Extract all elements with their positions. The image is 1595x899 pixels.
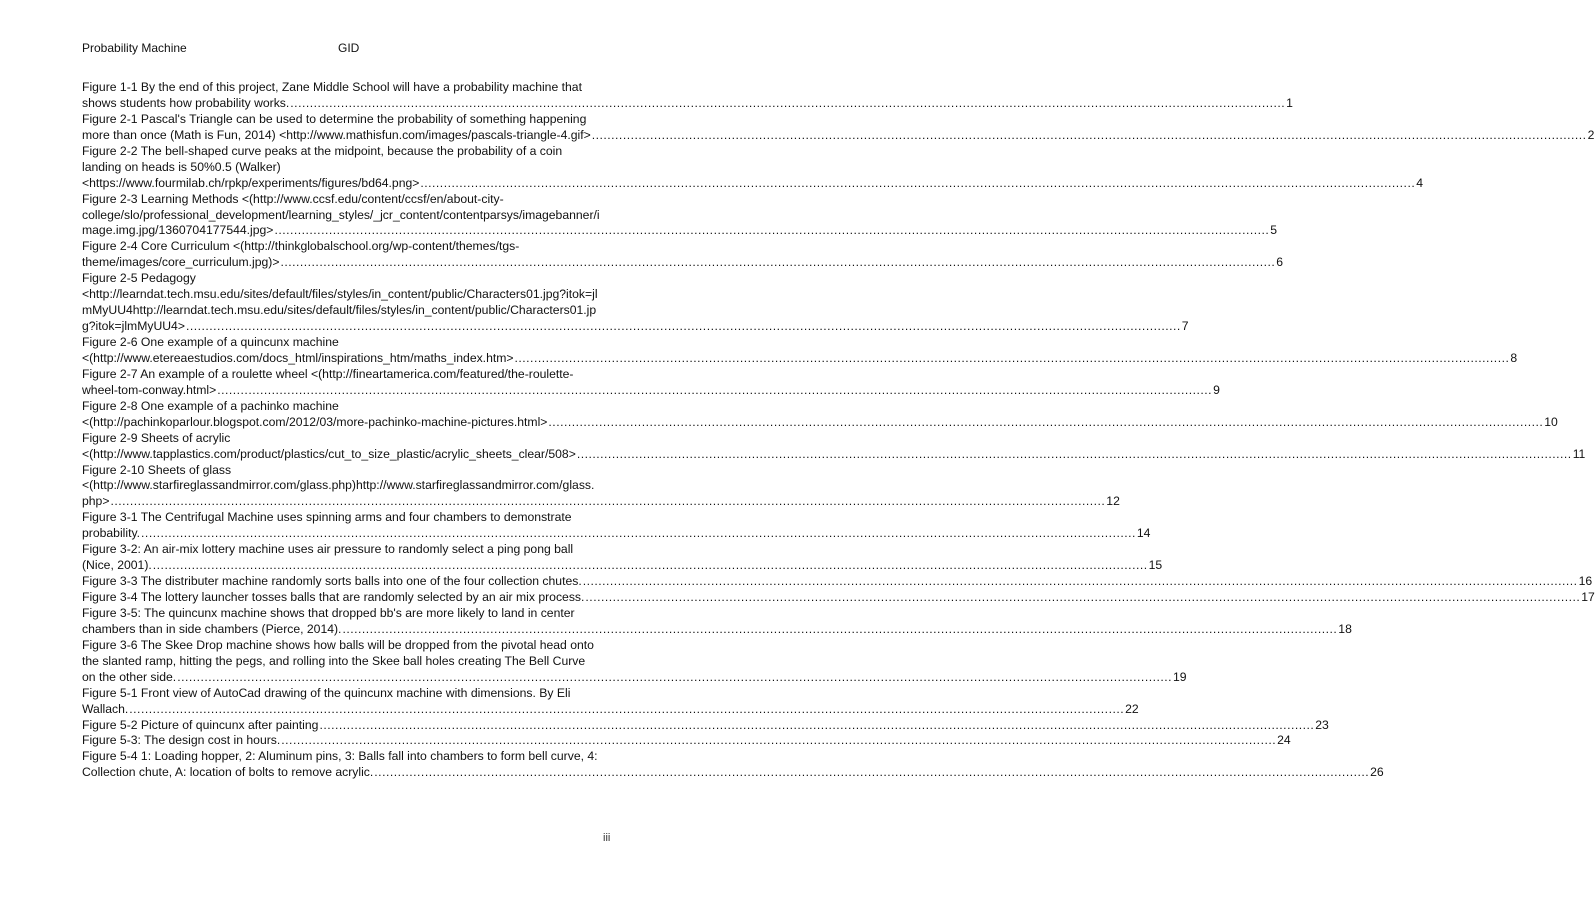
toc-entry-page-number: 16: [1578, 574, 1593, 589]
toc-entry[interactable]: [82, 590, 1595, 606]
dot-leader: [420, 176, 1415, 192]
toc-entry-last-line: [82, 526, 1151, 542]
toc-entry[interactable]: [82, 366, 1220, 399]
toc-entry[interactable]: [82, 717, 1329, 734]
page-number: iii: [603, 832, 611, 844]
toc-entry-text: <(http://www.tapplastics.com/product/plastics/cut_to_size_plastic/acrylic_sheets_clear/508>: [82, 446, 576, 461]
toc-entry-last-line: [82, 733, 1291, 749]
toc-entry-page-number: 5: [1270, 223, 1278, 238]
header-team: GID: [338, 41, 360, 55]
toc-entry-page-number: 14: [1136, 526, 1151, 541]
toc-entry-last-line: [82, 175, 1423, 192]
toc-entry-page-number: 23: [1315, 717, 1329, 732]
toc-entry-page-number: 22: [1125, 701, 1139, 716]
toc-entry[interactable]: [82, 111, 1595, 144]
toc-entry-last-line: [82, 574, 1593, 590]
dot-leader: [592, 128, 1587, 144]
toc-entry-text: Figure 5-2 Picture of quincunx after painting: [82, 717, 319, 732]
toc-entry-line: landing on heads is 50%0.5 (Walker): [82, 159, 281, 174]
toc-entry-page-number: 26: [1370, 765, 1384, 780]
toc-entry-page-number: 6: [1276, 255, 1284, 270]
toc-entry-last-line: [82, 446, 1586, 463]
toc-entry-page-number: 24: [1277, 733, 1291, 748]
dot-leader: [342, 622, 1337, 638]
toc-entry-last-line: [82, 127, 1595, 144]
dot-leader: [141, 526, 1136, 542]
toc-entry-line: the slanted ramp, hitting the pegs, and rolling into the Skee ball holes creating The Bell Curve: [82, 653, 586, 668]
toc-entry-page-number: 2: [1587, 127, 1595, 142]
toc-entry-line: Figure 2-6 One example of a quincunx machine: [82, 335, 339, 349]
toc-entry-last-line: [82, 223, 1278, 239]
dot-leader: [548, 415, 1543, 431]
toc-entry-last-line: [82, 621, 1352, 638]
toc-entry-text: <(http://www.etereaestudios.com/docs_html/inspirations_htm/maths_index.htm>: [82, 350, 514, 365]
toc-entry-line: Figure 2-4 Core Curriculum <(http://thinkglobalschool.org/wp-content/themes/tgs-: [82, 239, 520, 254]
toc-entry[interactable]: [82, 685, 1139, 718]
toc-entry-page-number: 10: [1544, 414, 1558, 429]
toc-entry-last-line: [82, 319, 1189, 335]
toc-entry-text: Wallach.: [82, 701, 129, 716]
dot-leader: [515, 351, 1510, 367]
toc-entry[interactable]: [82, 510, 1151, 542]
toc-entry[interactable]: [82, 398, 1558, 431]
dot-leader: [374, 765, 1369, 781]
toc-entry-text: on the other side.: [82, 669, 177, 684]
dot-leader: [280, 255, 1275, 271]
toc-entry-last-line: [82, 765, 1384, 781]
toc-entry-line: Figure 1-1 By the end of this project, Zane Middle School will have a probability machine that: [82, 80, 582, 94]
toc-entry-last-line: [82, 350, 1518, 367]
toc-entry-text: php>: [82, 494, 110, 509]
toc-entry[interactable]: [82, 191, 1278, 240]
toc-entry[interactable]: [82, 239, 1284, 271]
toc-entry-text: <(http://pachinkoparlour.blogspot.com/2012/03/more-pachinko-machine-pictures.html>: [82, 414, 548, 429]
toc-entry-line: Figure 3-1 The Centrifugal Machine uses spinning arms and four chambers to demonstrate: [82, 510, 572, 525]
toc-entry-text: (Nice, 2001).: [82, 558, 152, 573]
dot-leader: [153, 558, 1148, 574]
toc-entry-page-number: 12: [1106, 494, 1120, 509]
dot-leader: [217, 383, 1212, 399]
toc-entry-page-number: 17: [1581, 590, 1595, 604]
toc-entry-page-number: 11: [1572, 446, 1586, 461]
toc-entry-line: Figure 2-8 One example of a pachinko machine: [82, 398, 339, 413]
toc-entry-line: Figure 5-1 Front view of AutoCad drawing of the quincunx machine with dimensions. By Eli: [82, 685, 571, 700]
toc-entry-last-line: [82, 558, 1163, 574]
toc-entry-line: Figure 3-2: An air-mix lottery machine uses air pressure to randomly select a ping pong ball: [82, 542, 574, 557]
dot-leader: [129, 702, 1124, 718]
toc-entry-page-number: 7: [1181, 319, 1189, 334]
toc-entry-text: shows students how probability works.: [82, 95, 290, 110]
toc-entry[interactable]: [82, 335, 1518, 367]
toc-entry-line: Figure 3-6 The Skee Drop machine shows how balls will be dropped from the pivotal head onto: [82, 637, 594, 652]
toc-entry-page-number: 18: [1338, 621, 1352, 636]
dot-leader: [177, 670, 1172, 686]
toc-entry[interactable]: [82, 80, 1293, 112]
toc-entry-line: Figure 3-5: The quincunx machine shows that dropped bb's are more likely to land in center: [82, 605, 575, 620]
toc-entry-text: Figure 5-3: The design cost in hours.: [82, 733, 281, 748]
toc-entry-text: g?itok=jlmMyUU4>: [82, 319, 185, 334]
dot-leader: [583, 574, 1578, 590]
toc-entry-text: wheel-tom-conway.html>: [82, 382, 217, 397]
toc-entry-line: Figure 2-9 Sheets of acrylic: [82, 430, 231, 445]
toc-entry-line: college/slo/professional_development/learning_styles/_jcr_content/contentparsys/imagebanner/i: [82, 207, 600, 222]
toc-entry-text: Figure 3-4 The lottery launcher tosses balls that are randomly selected by an air mix process.: [82, 590, 585, 604]
toc-entry[interactable]: [82, 733, 1291, 749]
toc-entry-last-line: [82, 255, 1284, 271]
toc-entry[interactable]: [82, 542, 1163, 574]
toc-entry-text: Collection chute, A: location of bolts to remove acrylic.: [82, 765, 374, 780]
toc-entry-page-number: 8: [1510, 350, 1518, 365]
toc-entry-page-number: 4: [1416, 175, 1423, 190]
toc-entry-last-line: [82, 382, 1220, 399]
toc-entry[interactable]: [82, 574, 1593, 590]
toc-entry-last-line: [82, 669, 1187, 686]
toc-entry-text: chambers than in side chambers (Pierce, 2014).: [82, 621, 342, 636]
toc-entry[interactable]: [82, 605, 1352, 638]
toc-entry-page-number: 19: [1173, 669, 1187, 684]
toc-entry-last-line: [82, 590, 1595, 606]
toc-entry[interactable]: [82, 462, 1120, 511]
toc-entry-last-line: [82, 701, 1139, 718]
toc-entry-line: Figure 2-10 Sheets of glass: [82, 462, 232, 477]
dot-leader: [281, 733, 1276, 749]
toc-entry-line: Figure 2-3 Learning Methods <(http://www.ccsf.edu/content/ccsf/en/about-city-: [82, 191, 504, 206]
toc-entry-text: theme/images/core_curriculum.jpg)>: [82, 255, 280, 270]
dot-leader: [577, 447, 1572, 463]
toc-entry-line: <(http://www.starfireglassandmirror.com/glass.php)http://www.starfireglassandmirror.com/glass.: [82, 478, 595, 493]
dot-leader: [186, 319, 1181, 335]
toc-entry[interactable]: [82, 430, 1586, 463]
toc-entry-line: <http://learndat.tech.msu.edu/sites/default/files/styles/in_content/public/Characters01.jpg?itok=jl: [82, 287, 598, 302]
toc-entry-line: Figure 2-5 Pedagogy: [82, 271, 196, 286]
toc-entry-text: <https://www.fourmilab.ch/rpkp/experiments/figures/bd64.png>: [82, 175, 420, 190]
toc-entry-last-line: [82, 494, 1120, 510]
toc-entry-line: Figure 5-4 1: Loading hopper, 2: Aluminum pins, 3: Balls fall into chambers to form bell curve, 4:: [82, 749, 598, 764]
toc-entry-line: Figure 2-7 An example of a roulette wheel <(http://fineartamerica.com/featured/the-roulette-: [82, 366, 574, 381]
toc-entry-text: more than once (Math is Fun, 2014) <http://www.mathisfun.com/images/pascals-triangle-4.gif>: [82, 127, 591, 142]
toc-entry-line: mMyUU4http://learndat.tech.msu.edu/sites/default/files/styles/in_content/public/Characters01.jp: [82, 303, 597, 318]
toc-entry-last-line: [82, 414, 1558, 431]
toc-entry-page-number: 9: [1213, 382, 1220, 397]
toc-entry-line: Figure 2-1 Pascal's Triangle can be used to determine the probability of something happening: [82, 111, 587, 126]
toc-entry-page-number: 15: [1148, 558, 1163, 573]
toc-entry[interactable]: [82, 271, 1189, 335]
toc-entry-page-number: 1: [1286, 95, 1293, 110]
dot-leader: [585, 590, 1580, 606]
toc-entry[interactable]: [82, 637, 1187, 686]
toc-entry-text: probability.: [82, 526, 141, 541]
toc-entry-line: Figure 2-2 The bell-shaped curve peaks at the midpoint, because the probability of a coin: [82, 143, 563, 158]
toc-entry-text: Figure 3-3 The distributer machine randomly sorts balls into one of the four collection chutes.: [82, 574, 582, 589]
toc-entry-last-line: [82, 95, 1293, 112]
dot-leader: [110, 494, 1105, 510]
toc-entry[interactable]: [82, 143, 1423, 192]
dot-leader: [319, 718, 1314, 734]
toc-entry[interactable]: [82, 749, 1384, 781]
toc-entry-text: mage.img.jpg/1360704177544.jpg>: [82, 223, 274, 238]
list-of-figures: [82, 80, 1595, 781]
header-title: Probability Machine: [82, 41, 187, 55]
dot-leader: [290, 96, 1285, 112]
toc-entry-last-line: [82, 717, 1329, 734]
dot-leader: [274, 223, 1269, 239]
